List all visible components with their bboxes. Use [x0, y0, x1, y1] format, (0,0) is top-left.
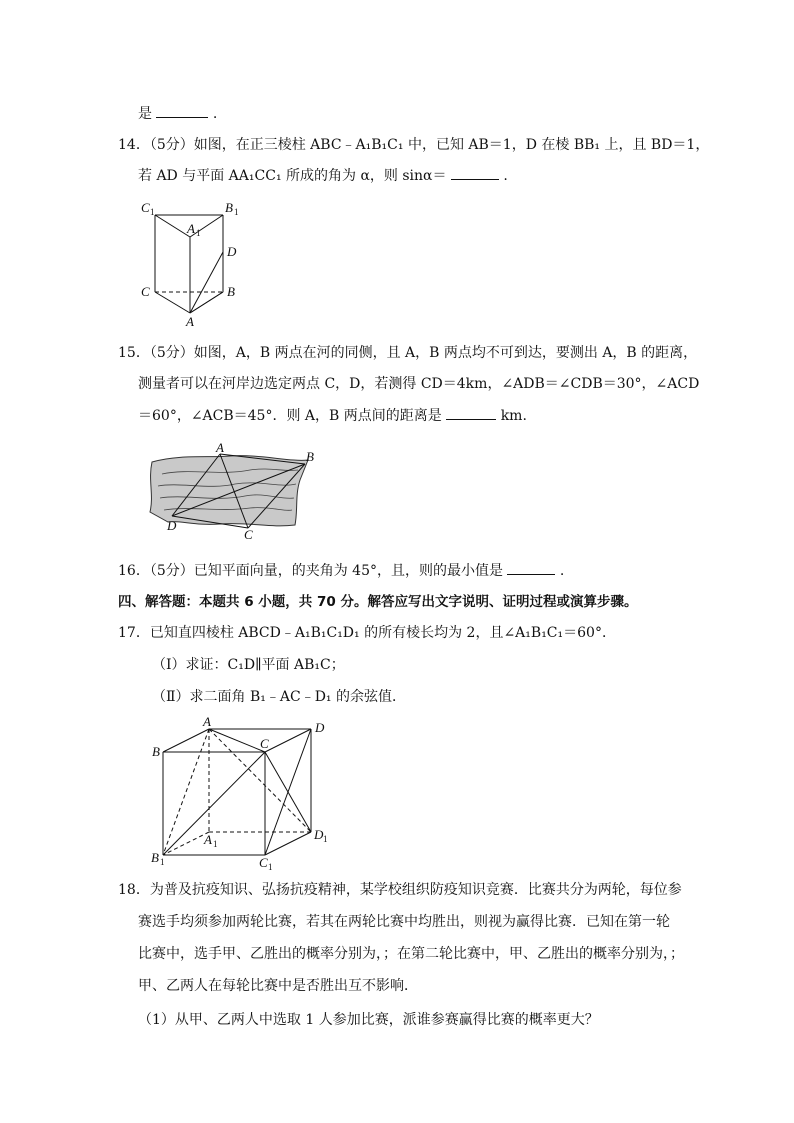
label-A: A: [186, 314, 194, 329]
label-C: C: [260, 736, 269, 751]
label-A1: A: [187, 221, 195, 236]
q16-line1: [118, 560, 564, 581]
q13-tail-text: 是: [138, 106, 152, 122]
label-B: B: [227, 284, 235, 299]
answer-blank: [451, 165, 499, 180]
q17-part2: （Ⅱ）求二面角 B₁﹣AC﹣D₁ 的余弦值．: [152, 689, 406, 705]
label-A1-sub: 1: [196, 228, 201, 238]
prism-figure: [135, 195, 250, 330]
river-figure: [140, 440, 330, 540]
q14-line1: 14．（5分）如图，在正三棱柱 ABC﹣A₁B₁C₁ 中，已知 AB＝1，D 在棱 BB₁ 上，且 BD＝1，: [118, 137, 710, 153]
label-B1: B: [225, 200, 233, 215]
q16-end: .: [559, 563, 565, 579]
q13-tail-end: .: [212, 106, 218, 122]
q14-line2-text: 若 AD 与平面 AA₁CC₁ 所成的角为 α，则 sinα＝: [138, 168, 447, 184]
label-D: D: [227, 244, 237, 259]
label-C: C: [141, 284, 150, 299]
q15-line3-text: ＝60°，∠ACB＝45°．则 A，B 两点间的距离是: [138, 408, 442, 424]
q18-part1: （1）从甲、乙两人中选取 1 人参加比赛，派谁参赛赢得比赛的概率更大？: [138, 1012, 599, 1028]
q18-line2: 赛选手均须参加两轮比赛，若其在两轮比赛中均胜出，则视为赢得比赛．已知在第一轮: [138, 914, 670, 930]
label-C1-sub: 1: [150, 207, 155, 217]
q16-text: 16．（5分）已知平面向量，的夹角为 45°，且，则的最小值是: [118, 563, 503, 579]
answer-blank: [156, 103, 208, 118]
answer-blank: [507, 560, 555, 575]
label-B1: B: [151, 850, 159, 865]
label-B1-sub: 1: [234, 207, 239, 217]
q17-part1: （Ⅰ）求证：C₁D∥平面 AB₁C；: [152, 657, 345, 673]
label-C1: C: [259, 855, 268, 870]
q18-line3: 比赛中，选手甲、乙胜出的概率分别为，；在第二轮比赛中，甲、乙胜出的概率分别为，；: [138, 946, 684, 962]
label-D1-sub: 1: [323, 834, 328, 844]
cube-figure: [148, 712, 338, 872]
q15-line2: 测量者可以在河岸边选定两点 C，D，若测得 CD＝4km，∠ADB＝∠CDB＝30°，∠ACD: [138, 376, 700, 392]
section-heading: 四、解答题：本题共 6 小题，共 70 分。解答应写出文字说明、证明过程或演算步骤。: [118, 594, 638, 610]
q13-tail: [138, 103, 217, 124]
q18-line4: 甲、乙两人在每轮比赛中是否胜出互不影响．: [138, 978, 418, 994]
q15-line3: [138, 405, 527, 426]
answer-blank: [446, 405, 496, 420]
q14-line2: [138, 165, 508, 186]
label-B: B: [306, 449, 314, 464]
q17-stem: 17．已知直四棱柱 ABCD﹣A₁B₁C₁D₁ 的所有棱长均为 2，且∠A₁B₁C₁＝60°．: [118, 625, 616, 641]
label-D: D: [315, 720, 325, 735]
label-C1: C: [141, 200, 150, 215]
label-D: D: [167, 518, 177, 533]
q15-line3-unit: km.: [500, 408, 527, 424]
label-C: C: [244, 527, 253, 540]
label-C1-sub: 1: [268, 862, 273, 872]
label-B1-sub: 1: [160, 857, 165, 867]
q14-line2-end: .: [503, 168, 508, 184]
label-A1: A: [204, 832, 212, 847]
q15-line1: 15．（5分）如图，A，B 两点在河的同侧，且 A，B 两点均不可到达，要测出 A，B 的距离，: [118, 345, 698, 361]
label-A: A: [216, 440, 224, 455]
label-A1-sub: 1: [213, 839, 218, 849]
label-D1: D: [314, 827, 324, 842]
q18-line1: 18．为普及抗疫知识、弘扬抗疫精神，某学校组织防疫知识竞赛．比赛共分为两轮，每位参: [118, 882, 682, 898]
label-A: A: [203, 714, 211, 729]
label-B: B: [152, 744, 160, 759]
